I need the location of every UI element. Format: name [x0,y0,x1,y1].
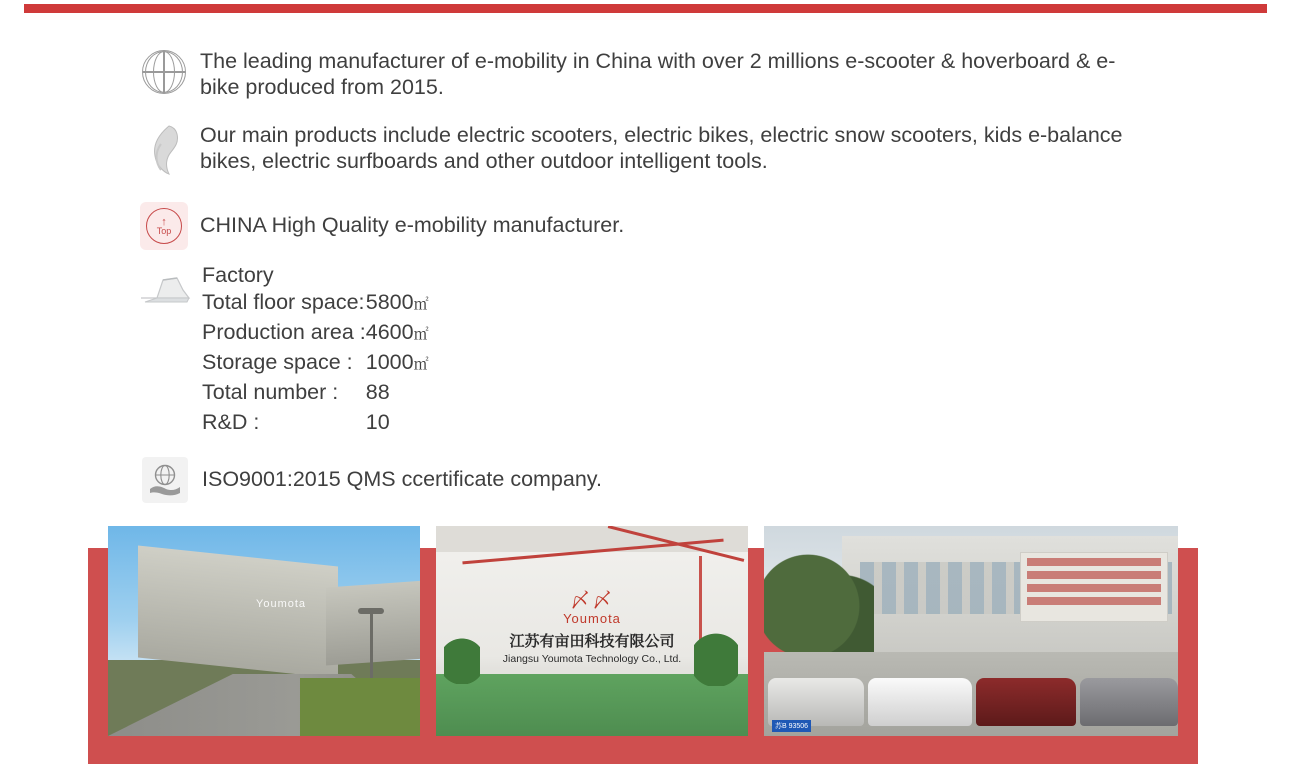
bullet-text: The leading manufacturer of e-mobility in China with over 2 millions e-scooter & hoverboard & e-bike produced from 2015. [200,49,1116,99]
top-badge-icon [132,200,196,250]
stat-label: Production area : [202,320,366,344]
content-area [0,48,1291,513]
up-arrow-icon: ↑ [161,215,167,228]
stat-label: R&D : [202,410,260,434]
factory-section [132,262,1291,439]
license-plate-text: 苏B 93506 [772,720,811,732]
photo-strip [108,526,1178,736]
hand-globe-icon [132,455,198,503]
bullet-item-high-quality [132,200,1291,250]
brand-mark: 〆〆 [570,590,614,612]
stat-label: Total number : [202,380,339,404]
building-logo-text: Youmota [256,598,307,610]
bullet-item-leading-manufacturer [132,48,1291,100]
top-accent-bar [24,4,1267,13]
company-name-en: Jiangsu Youmota Technology Co., Ltd. [502,653,682,665]
factory-parking-photo [764,526,1178,736]
factory-exterior-photo [108,526,420,736]
bullet-text: ISO9001:2015 QMS ccertificate company. [202,467,602,491]
factory-title: Factory [202,263,274,287]
bullet-text: CHINA High Quality e-mobility manufacturer. [200,213,625,237]
brand-latin-text: Youmota [563,611,621,626]
unit: ㎡ [413,296,429,313]
top-badge-label: Top [156,225,172,236]
stat-label: Total floor space: [202,290,365,314]
table-row [202,349,429,379]
unit: ㎡ [413,326,429,343]
bullet-item-iso-certificate [132,455,1291,503]
globe-icon [132,48,196,94]
company-sign [436,584,748,665]
bullet-item-main-products [132,122,1291,176]
factory-icon [132,262,198,304]
factory-stats-table [202,289,429,439]
stat-label: Storage space : [202,350,353,374]
stat-value: 10 [365,410,390,434]
office-lobby-photo [436,526,748,736]
company-name-cn: 江苏有亩田科技有限公司 [509,633,675,650]
table-row [202,379,429,409]
unit: ㎡ [413,356,429,373]
stat-value: 4600㎡ [365,320,429,344]
table-row [202,409,429,439]
table-row [202,319,429,349]
stat-value: 5800㎡ [365,290,429,314]
table-row [202,289,429,319]
stat-value: 88 [365,380,390,404]
flame-leaf-icon [132,122,196,176]
stat-value: 1000㎡ [365,350,429,374]
bullet-text: Our main products include electric scooters, electric bikes, electric snow scooters, kids e-balance bikes, electric surfboards and other outdoor intelligent tools. [200,123,1123,173]
